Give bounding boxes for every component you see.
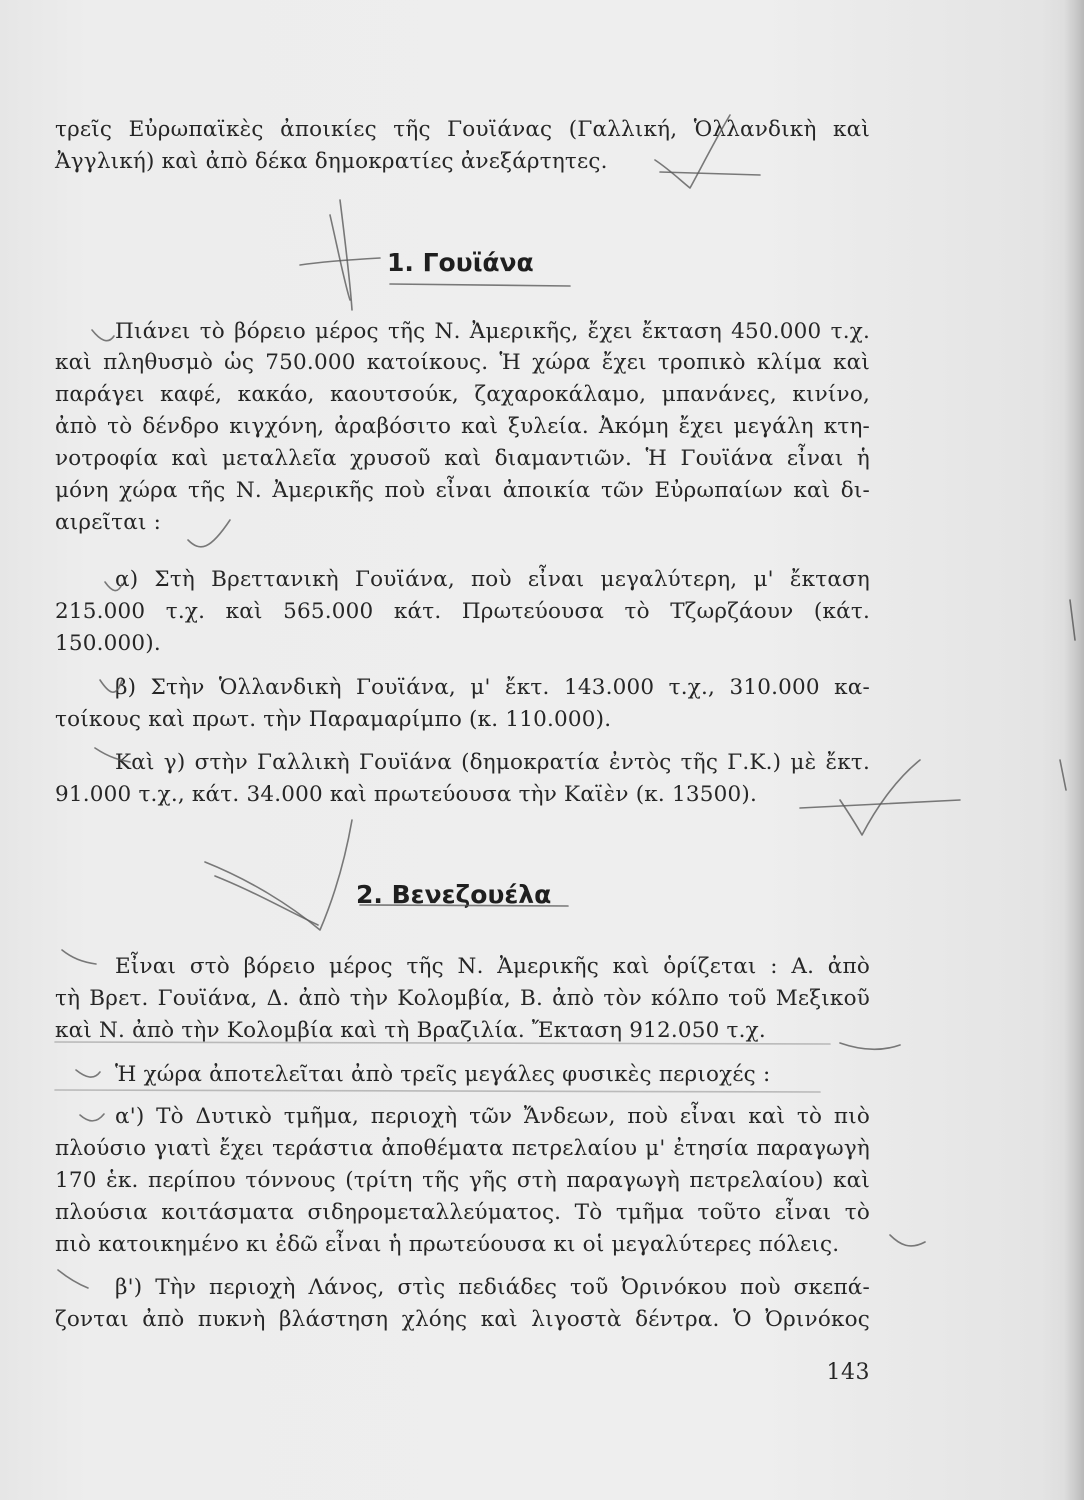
pencil-stroke	[340, 200, 352, 310]
s1-a-line-2: 215.000 τ.χ. καὶ 565.000 κάτ. Πρωτεύουσα τὸ Τζωρζάουν (κάτ.	[55, 599, 870, 624]
s2-a-line-5: πιὸ κατοικημένο κι ἐδῶ εἶναι ἡ πρωτεύουσα κι οἱ μεγαλύτερες πόλεις.	[55, 1232, 840, 1257]
page-edge-shadow	[1064, 0, 1084, 1500]
s1-p1-line-1: Πιάνει τὸ βόρειο μέρος τῆς Ν. Ἀμερικῆς, ἔχει ἔκταση 450.000 τ.χ.	[115, 319, 870, 344]
s2-p1-line-3: καὶ Ν. ἀπὸ τὴν Κολομβία καὶ τὴ Βραζιλία. Ἔκταση 912.050 τ.χ.	[55, 1018, 766, 1043]
s1-c-line-1: Καὶ γ) στὴν Γαλλικὴ Γουϊάνα (δημοκρατία ἐντὸς τῆς Γ.Κ.) μὲ ἔκτ.	[115, 750, 870, 775]
s2-p1-line-1: Εἶναι στὸ βόρειο μέρος τῆς Ν. Ἀμερικῆς καὶ ὁρίζεται : Α. ἀπὸ	[115, 954, 870, 979]
s2-b-line-1: β') Τὴν περιοχὴ Λάνος, στὶς πεδιάδες τοῦ Ὀρινόκου ποὺ σκεπά-	[115, 1275, 870, 1300]
s1-a-line-3: 150.000).	[55, 631, 161, 656]
section-2-heading: 2. Βενεζουέλα	[356, 880, 552, 909]
s2-a-line-2: πλούσιο γιατὶ ἔχει τεράστια ἀποθέματα πετρελαίου μ' ἐτησία παραγωγὴ	[55, 1136, 870, 1161]
s1-p1-line-5: νοτροφία καὶ μεταλλεῖα χρυσοῦ καὶ διαμαντιῶν. Ἡ Γουϊάνα εἶναι ἡ	[55, 446, 870, 471]
s2-a-line-4: πλούσια κοιτάσματα σιδηρομεταλλεύματος. Τὸ τμῆμα τοῦτο εἶναι τὸ	[55, 1200, 870, 1225]
s1-p1-line-7: αιρεῖται :	[55, 510, 162, 535]
s2-p1-line-2: τὴ Βρετ. Γουϊάνα, Δ. ἀπὸ τὴν Κολομβία, Β. ἀπὸ τὸν κόλπο τοῦ Μεξικοῦ	[55, 986, 870, 1011]
pencil-stroke	[300, 258, 380, 265]
s1-p1-line-6: μόνη χώρα τῆς Ν. Ἀμερικῆς ποὺ εἶναι ἀποικία τῶν Εὐρωπαίων καὶ δι-	[55, 478, 870, 503]
intro-line-1: τρεῖς Εὐρωπαϊκὲς ἀποικίες τῆς Γουϊάνας (Γαλλική, Ὁλλανδικὴ καὶ	[55, 117, 870, 142]
pencil-stroke	[215, 876, 318, 925]
s2-p2-line-1: Ἡ χώρα ἀποτελεῖται ἀπὸ τρεῖς μεγάλες φυσικὲς περιοχές :	[115, 1062, 771, 1087]
s1-p1-line-3: παράγει καφέ, κακάο, καουτσούκ, ζαχαροκάλαμο, μπανάνες, κινίνο,	[55, 382, 870, 407]
pencil-stroke	[330, 215, 350, 300]
s2-b-line-2: ζονται ἀπὸ πυκνὴ βλάστηση χλόης καὶ λιγοστὰ δέντρα. Ὁ Ὀρινόκος	[55, 1307, 870, 1332]
s2-a-line-1: α') Τὸ Δυτικὸ τμῆμα, περιοχὴ τῶν Ἄνδεων, ποὺ εἶναι καὶ τὸ πιὸ	[115, 1104, 870, 1129]
s1-c-line-2: 91.000 τ.χ., κάτ. 34.000 καὶ πρωτεύουσα τὴν Καϊὲν (κ. 13500).	[55, 782, 758, 807]
s1-b-line-2: τοίκους καὶ πρωτ. τὴν Παραμαρίμπο (κ. 110.000).	[55, 707, 612, 732]
s1-p1-line-4: ἀπὸ τὸ δένδρο κιγχόνη, ἀραβόσιτο καὶ ξυλεία. Ἀκόμη ἔχει μεγάλη κτη-	[55, 414, 870, 439]
pencil-check-mark	[205, 820, 352, 930]
pencil-check-mark	[890, 1235, 925, 1246]
pencil-underline	[390, 284, 570, 286]
section-1-heading: 1. Γουϊάνα	[387, 248, 534, 277]
s1-p1-line-2: καὶ πληθυσμὸ ὡς 750.000 κατοίκους. Ἡ χώρα ἔχει τροπικὸ κλίμα καὶ	[55, 350, 870, 375]
s1-a-line-1: α) Στὴ Βρεττανικὴ Γουϊάνα, ποὺ εἶναι μεγαλύτερη, μ' ἔκταση	[115, 567, 870, 592]
s2-a-line-3: 170 ἑκ. περίπου τόννους (τρίτη τῆς γῆς στὴ παραγωγὴ πετρελαίου) καὶ	[55, 1168, 870, 1193]
intro-line-2: Ἀγγλική) καὶ ἀπὸ δέκα δημοκρατίες ἀνεξάρτητες.	[55, 149, 608, 174]
page-number: 143	[826, 1360, 870, 1385]
s1-b-line-1: β) Στὴν Ὁλλανδικὴ Γουϊάνα, μ' ἔκτ. 143.000 τ.χ., 310.000 κα-	[115, 675, 870, 700]
